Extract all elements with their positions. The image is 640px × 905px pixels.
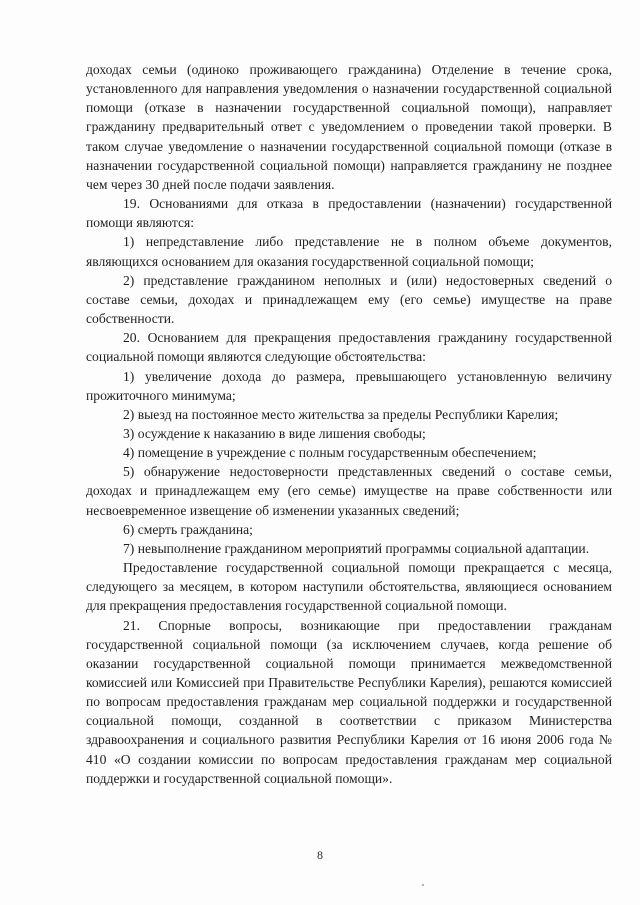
paragraph-20-item-5: 5) обнаружение недостоверности представленных сведений о составе семьи, доходах и принадлежащем ему (его семье) имуществе на праве собственности или несвоевременное извещение об изменении указанных сведений; [86, 464, 612, 518]
paragraph-20-item-7: 7) невыполнение гражданином мероприятий программы социальной адаптации. [123, 540, 590, 556]
page-number: 8 [317, 848, 323, 862]
scan-speck [422, 884, 424, 886]
paragraph-20-item-1: 1) увеличение дохода до размера, превышающего установленную величину прожиточного минимума; [86, 368, 612, 403]
paragraph-19-item-1: 1) непредставление либо представление не в полном объеме документов, являющихся основанием для оказания государственной социальной помощи; [86, 234, 612, 269]
paragraph-clause-21: 21. Спорные вопросы, возникающие при предоставлении гражданам государственной социальной помощи (за исключением случаев, когда решение об оказании государственной социальной помощи принимается межведомственной комиссией или Комиссией при Правительстве Республики Карелия), решаются комиссией по вопросам предоставления гражданам мер социальной поддержки и государственной социальной помощи, созданной в соответствии с приказом Министерства здравоохранения и социального развития Республики Карелия от 16 июня 2006 года № 410 «О создании комиссии по вопросам предоставления гражданам мер социальной поддержки и государственной социальной помощи». [86, 617, 612, 786]
document-body [86, 60, 612, 788]
paragraph-20-item-4: 4) помещение в учреждение с полным государственным обеспечением; [123, 445, 537, 461]
paragraph-20-item-3: 3) осуждение к наказанию в виде лишения свободы; [123, 425, 426, 441]
paragraph-20-item-6: 6) смерть гражданина; [123, 521, 253, 537]
paragraph-continuation: доходах семьи (одиноко проживающего гражданина) Отделение в течение срока, установленного для направления уведомления о назначении государственной социальной помощи (отказе в назначении государственной социальной помощи), направляет гражданину предварительный ответ с уведомлением о проведении такой проверки. В таком случае уведомление о назначении государственной социальной помощи (отказе в назначении государственной социальной помощи) направляется гражданину не позднее чем через 30 дней после подачи заявления. [86, 62, 612, 192]
paragraph-clause-19: 19. Основаниями для отказа в предоставлении (назначении) государственной помощи являются: [86, 196, 612, 231]
paragraph-clause-20: 20. Основанием для прекращения предоставления гражданину государственной социальной помощи являются следующие обстоятельства: [86, 330, 612, 365]
paragraph-20-item-2: 2) выезд на постоянное место жительства за пределы Республики Карелия; [123, 406, 559, 422]
paragraph-19-item-2: 2) представление гражданином неполных и (или) недостоверных сведений о составе семьи, доходах и принадлежащем ему (его семье) имуществе на праве собственности. [86, 272, 612, 327]
paragraph-termination: Предоставление государственной социальной помощи прекращается с месяца, следующего за месяцем, в котором наступили обстоятельства, являющиеся основанием для прекращения предоставления государственной социальной помощи. [86, 560, 612, 614]
